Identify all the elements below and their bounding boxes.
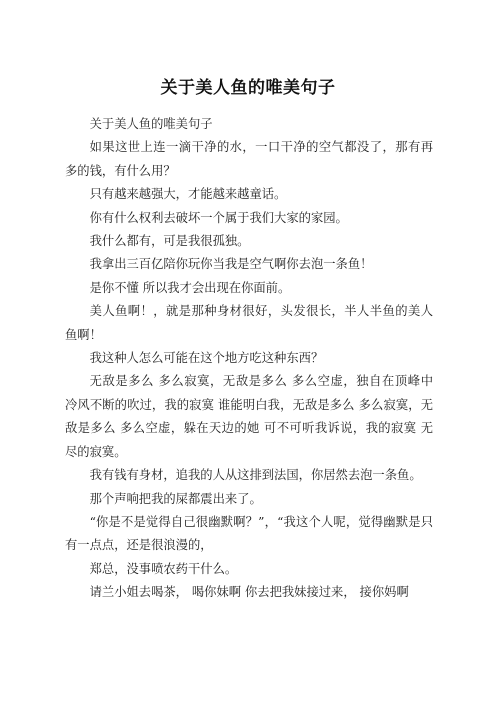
paragraph: 是你不懂 所以我才会出现在你面前。 [89,280,291,295]
paragraph: 如果这世上连一滴干净的水，一口干净的空气都没了，那有再多的钱，有什么用？ [65,140,433,178]
paragraph: 你有什么权利去破坏一个属于我们大家的家园。 [89,210,348,225]
paragraph: “你是不是觉得自己很幽默啊？”，“我这个人呢，觉得幽默是只有一点点，还是很浪漫的， [65,514,433,553]
paragraph: 无敌是多么 多么寂寞，无敌是多么 多么空虚，独自在顶峰中 冷风不断的吹过，我的寂寞 谁能明白我，无敌是多么 多么寂寞，无敌是多么 多么空虚，躲在天边的她 可不可听我诉说，我的寂寞 无尽的寂寞。 [65,374,433,459]
paragraph: 那个声响把我的屎都震出来了。 [89,491,262,506]
document-body [65,113,433,605]
paragraph: 我这种人怎么可能在这个地方吃这种东西？ [89,351,324,366]
paragraph: 只有越来越强大，才能越来越童话。 [89,187,287,202]
paragraph: 我有钱有身材，追我的人从这排到法国，你居然去泡一条鱼。 [89,468,422,483]
document-title: 关于美人鱼的唯美句子 [160,78,336,98]
paragraph: 我拿出三百亿陪你玩你当我是空气啊你去泡一条鱼！ [89,257,373,272]
paragraph: 美人鱼啊！，就是那种身材很好，头发很长，半人半鱼的美人鱼啊！ [65,304,433,342]
paragraph: 郑总，没事喷农药干什么。 [89,561,238,576]
paragraph: 我什么都有，可是我很孤独。 [89,234,250,249]
paragraph: 请兰小姐去喝茶， 喝你妹啊 你去把我妹接过来， 接你妈啊 [89,585,409,600]
paragraph: 关于美人鱼的唯美句子 [89,117,213,131]
